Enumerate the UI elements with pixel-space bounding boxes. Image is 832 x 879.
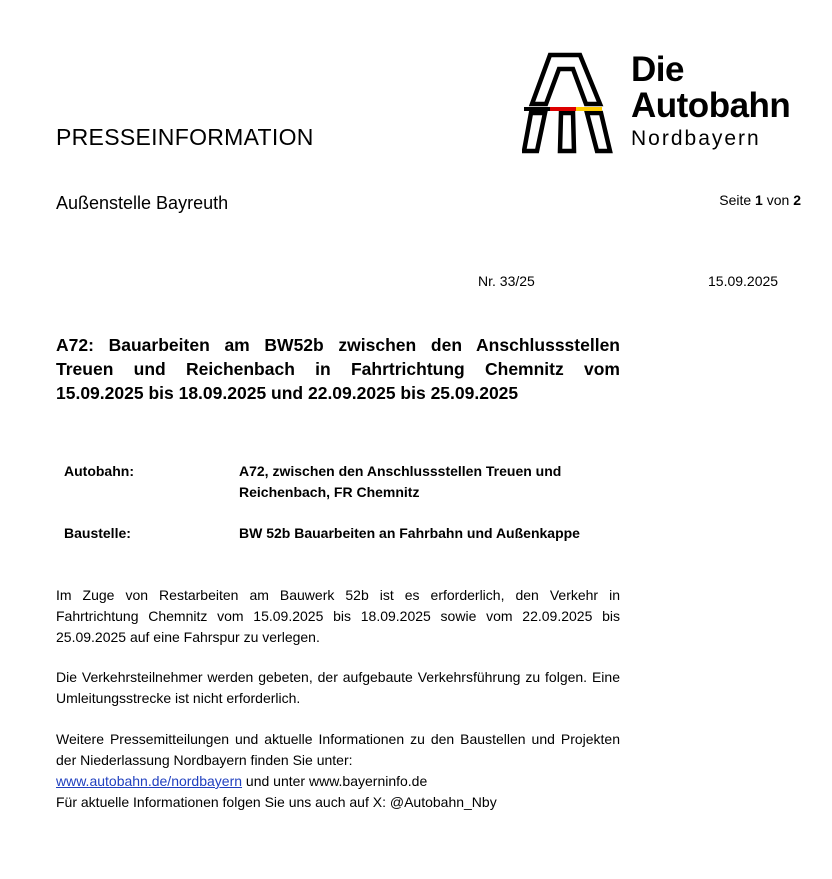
headline: A72: Bauarbeiten am BW52b zwischen den Anschlussstellen Treuen und Reichenbach in Fahrtrichtung Chemnitz vom 15.09.2025 bis 18.09.2025 und 22.09.2025 bis 25.09.2025 [56,335,620,403]
page-current: 1 [755,192,763,208]
body-paragraph-2: Die Verkehrsteilnehmer werden gebeten, der aufgebaute Verkehrsführung zu folgen. Eine Umleitungsstrecke ist nicht erforderlich. [56,669,620,706]
body-paragraph-3 [56,729,620,813]
page-separator: von [766,192,790,208]
logo-line-3: Nordbayern [631,127,761,150]
autobahn-value-line-1: A72, zwischen den Anschlussstellen Treuen und [239,463,562,479]
logo-line-1: Die [631,50,684,89]
page-total: 2 [793,192,801,208]
more-info-text: Weitere Pressemitteilungen und aktuelle Informationen zu den Baustellen und Projekten der Niederlassung Nordbayern finden Sie unter: [56,731,620,768]
document-type-title: PRESSEINFORMATION [56,124,314,150]
nordbayern-link[interactable]: www.autobahn.de/nordbayern [56,773,243,789]
social-media-text: Für aktuelle Informationen folgen Sie uns auch auf X: @Autobahn_Nby [56,794,497,810]
bayerninfo-text: und unter www.bayerninfo.de [242,773,428,789]
body-paragraph-1: Im Zuge von Restarbeiten am Bauwerk 52b ist es erforderlich, den Verkehr in Fahrtrichtung Chemnitz vom 15.09.2025 bis 18.09.2025 sowie vom 22.09.2025 bis 25.09.2025 auf eine Fahrspur zu verlegen. [56,587,620,645]
autobahn-value [239,461,609,503]
press-release-date: 15.09.2025 [708,273,779,289]
baustelle-value: BW 52b Bauarbeiten an Fahrbahn und Außenkappe [239,525,580,541]
office-name: Außenstelle Bayreuth [56,193,229,213]
press-release-number: Nr. 33/25 [478,273,535,289]
autobahn-label: Autobahn: [64,463,134,479]
baustelle-label: Baustelle: [64,525,131,541]
logo-line-2: Autobahn [631,86,791,125]
autobahn-logo-icon [522,52,614,156]
page-indicator [719,192,801,208]
page-prefix: Seite [719,192,752,208]
logo-wordmark [631,52,790,152]
autobahn-value-line-2: Reichenbach, FR Chemnitz [239,484,420,500]
